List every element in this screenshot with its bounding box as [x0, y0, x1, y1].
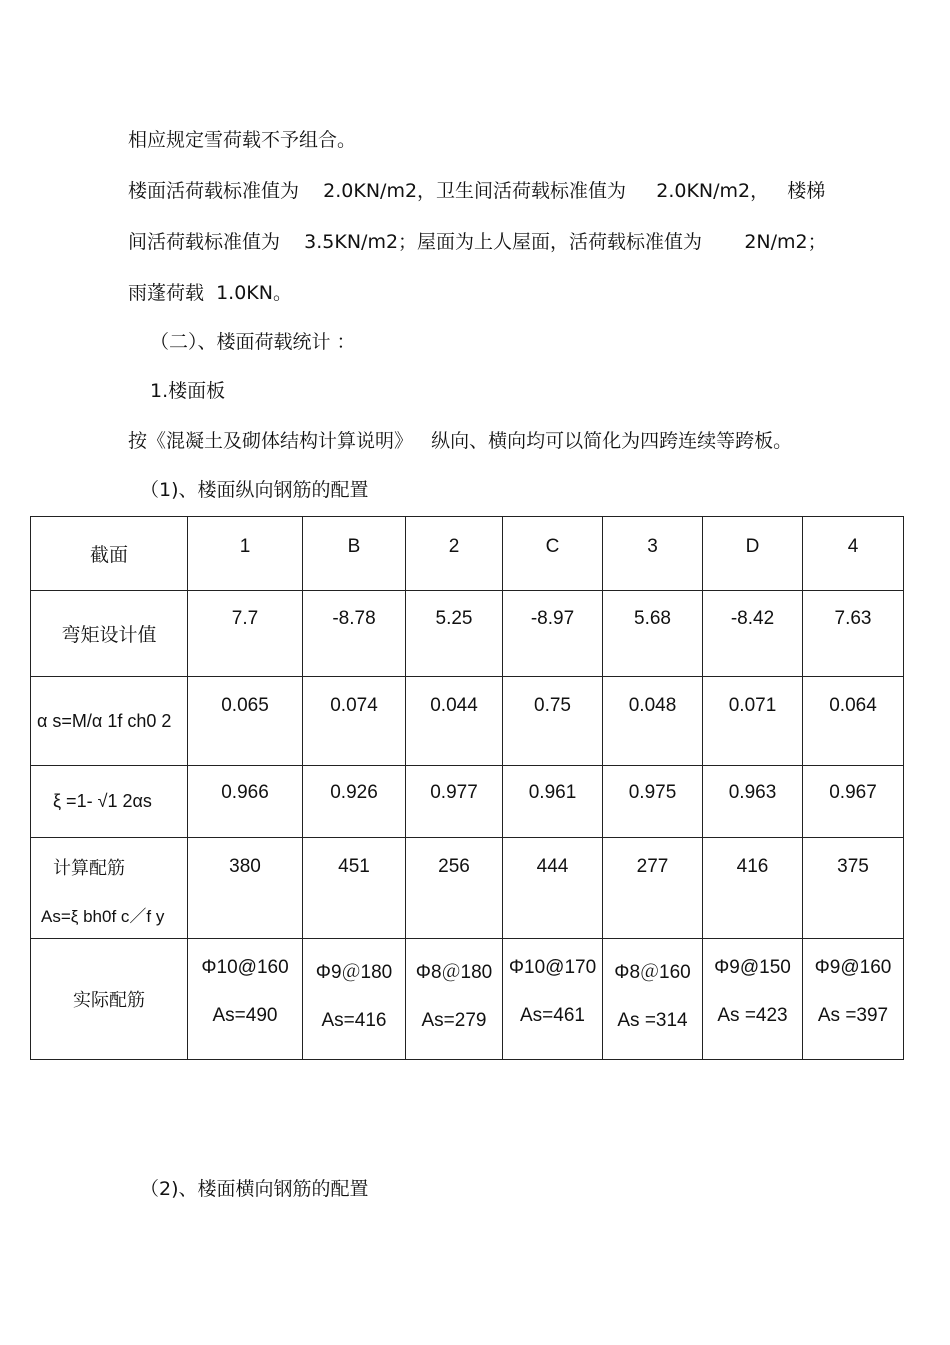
table-cell: 0.977: [406, 766, 503, 838]
table-cell: 5.68: [603, 591, 703, 677]
paragraph-snow-load: 相应规定雪荷载不予组合。: [128, 129, 357, 151]
paragraph-live-load-1: 楼面活荷载标准值为 2.0KN/m2，卫生间活荷载标准值为 2.0KN/m2， 楼梯: [128, 180, 826, 202]
table-cell: 444: [503, 838, 603, 939]
bar-spec: Φ8＠160: [614, 962, 691, 983]
table-cell: 0.044: [406, 677, 503, 766]
table-row-xi: [31, 766, 904, 838]
bar-area: As=279: [421, 1010, 487, 1031]
table-cell: -8.42: [703, 591, 803, 677]
table-row-calc: [31, 838, 904, 939]
row-label: α s=M/α 1f ch0 2: [31, 677, 188, 766]
column-header: 1: [188, 517, 303, 591]
table-cell: 375: [803, 838, 904, 939]
bar-area: As=416: [321, 1010, 387, 1031]
table-cell: [406, 939, 503, 1060]
table-cell: 0.961: [503, 766, 603, 838]
section-heading-floor-load: （二）、楼面荷载统计 ：: [150, 331, 356, 353]
table-row-alpha: [31, 677, 904, 766]
column-header: D: [703, 517, 803, 591]
table-cell: 7.63: [803, 591, 904, 677]
table-cell: 0.064: [803, 677, 904, 766]
subheading-longitudinal-rebar: （1)、楼面纵向钢筋的配置: [140, 479, 369, 501]
rebar-table: [30, 516, 904, 1060]
table-cell: 0.966: [188, 766, 303, 838]
bar-spec: Φ9@160: [814, 957, 892, 978]
paragraph-canopy-load: 雨蓬荷载 1.0KN。: [128, 282, 292, 304]
table-cell: [303, 939, 406, 1060]
paragraph-live-load-2: 间活荷载标准值为 3.5KN/m2；屋面为上人屋面，活荷载标准值为 2N/m2；: [128, 231, 827, 253]
bar-area: As=490: [212, 1005, 278, 1026]
bar-spec: Φ9＠180: [315, 962, 393, 983]
subheading-transverse-rebar: （2)、楼面横向钢筋的配置: [140, 1178, 369, 1200]
row-label-formula: As=ξ bh0f c／f y: [41, 907, 165, 926]
bar-area: As =314: [617, 1010, 688, 1031]
row-label: 实际配筋: [31, 939, 188, 1060]
row-label: [31, 838, 188, 939]
paragraph-calc-basis: 按《混凝土及砌体结构计算说明》 纵向、横向均可以简化为四跨连续等跨板。: [128, 430, 793, 452]
header-label: 截面: [31, 517, 188, 591]
bar-area: As=461: [520, 1005, 585, 1026]
table-cell: [503, 939, 603, 1060]
table-cell: 7.7: [188, 591, 303, 677]
table-cell: 451: [303, 838, 406, 939]
table-cell: 0.071: [703, 677, 803, 766]
column-header: 3: [603, 517, 703, 591]
bar-spec: Φ10@160: [201, 957, 289, 978]
table-cell: 0.963: [703, 766, 803, 838]
bar-spec: Φ10@170: [508, 957, 597, 978]
table-cell: 0.967: [803, 766, 904, 838]
table-cell: -8.78: [303, 591, 406, 677]
bar-area: As =397: [817, 1005, 889, 1026]
column-header: 4: [803, 517, 904, 591]
table-cell: [188, 939, 303, 1060]
table-header-row: [31, 517, 904, 591]
bar-spec: Φ9@150: [714, 957, 791, 978]
table-cell: 416: [703, 838, 803, 939]
table-cell: [703, 939, 803, 1060]
column-header: C: [503, 517, 603, 591]
table-cell: 0.048: [603, 677, 703, 766]
row-label-title: 计算配筋: [53, 858, 125, 879]
table-cell: 256: [406, 838, 503, 939]
table-cell: 0.926: [303, 766, 406, 838]
table-cell: 0.975: [603, 766, 703, 838]
table-cell: 380: [188, 838, 303, 939]
subheading-floor-slab: 1.楼面板: [150, 380, 226, 402]
table-cell: 5.25: [406, 591, 503, 677]
table-cell: [803, 939, 904, 1060]
table-cell: 0.065: [188, 677, 303, 766]
bar-area: As =423: [717, 1005, 788, 1026]
row-label: 弯矩设计值: [31, 591, 188, 677]
table-cell: -8.97: [503, 591, 603, 677]
table-cell: 0.074: [303, 677, 406, 766]
column-header: 2: [406, 517, 503, 591]
table-row-actual: [31, 939, 904, 1060]
table-cell: [603, 939, 703, 1060]
table-cell: 0.75: [503, 677, 603, 766]
table-row-moment: [31, 591, 904, 677]
bar-spec: Φ8＠180: [415, 962, 493, 983]
column-header: B: [303, 517, 406, 591]
table-cell: 277: [603, 838, 703, 939]
row-label: ξ =1- √1 2αs: [31, 766, 188, 838]
